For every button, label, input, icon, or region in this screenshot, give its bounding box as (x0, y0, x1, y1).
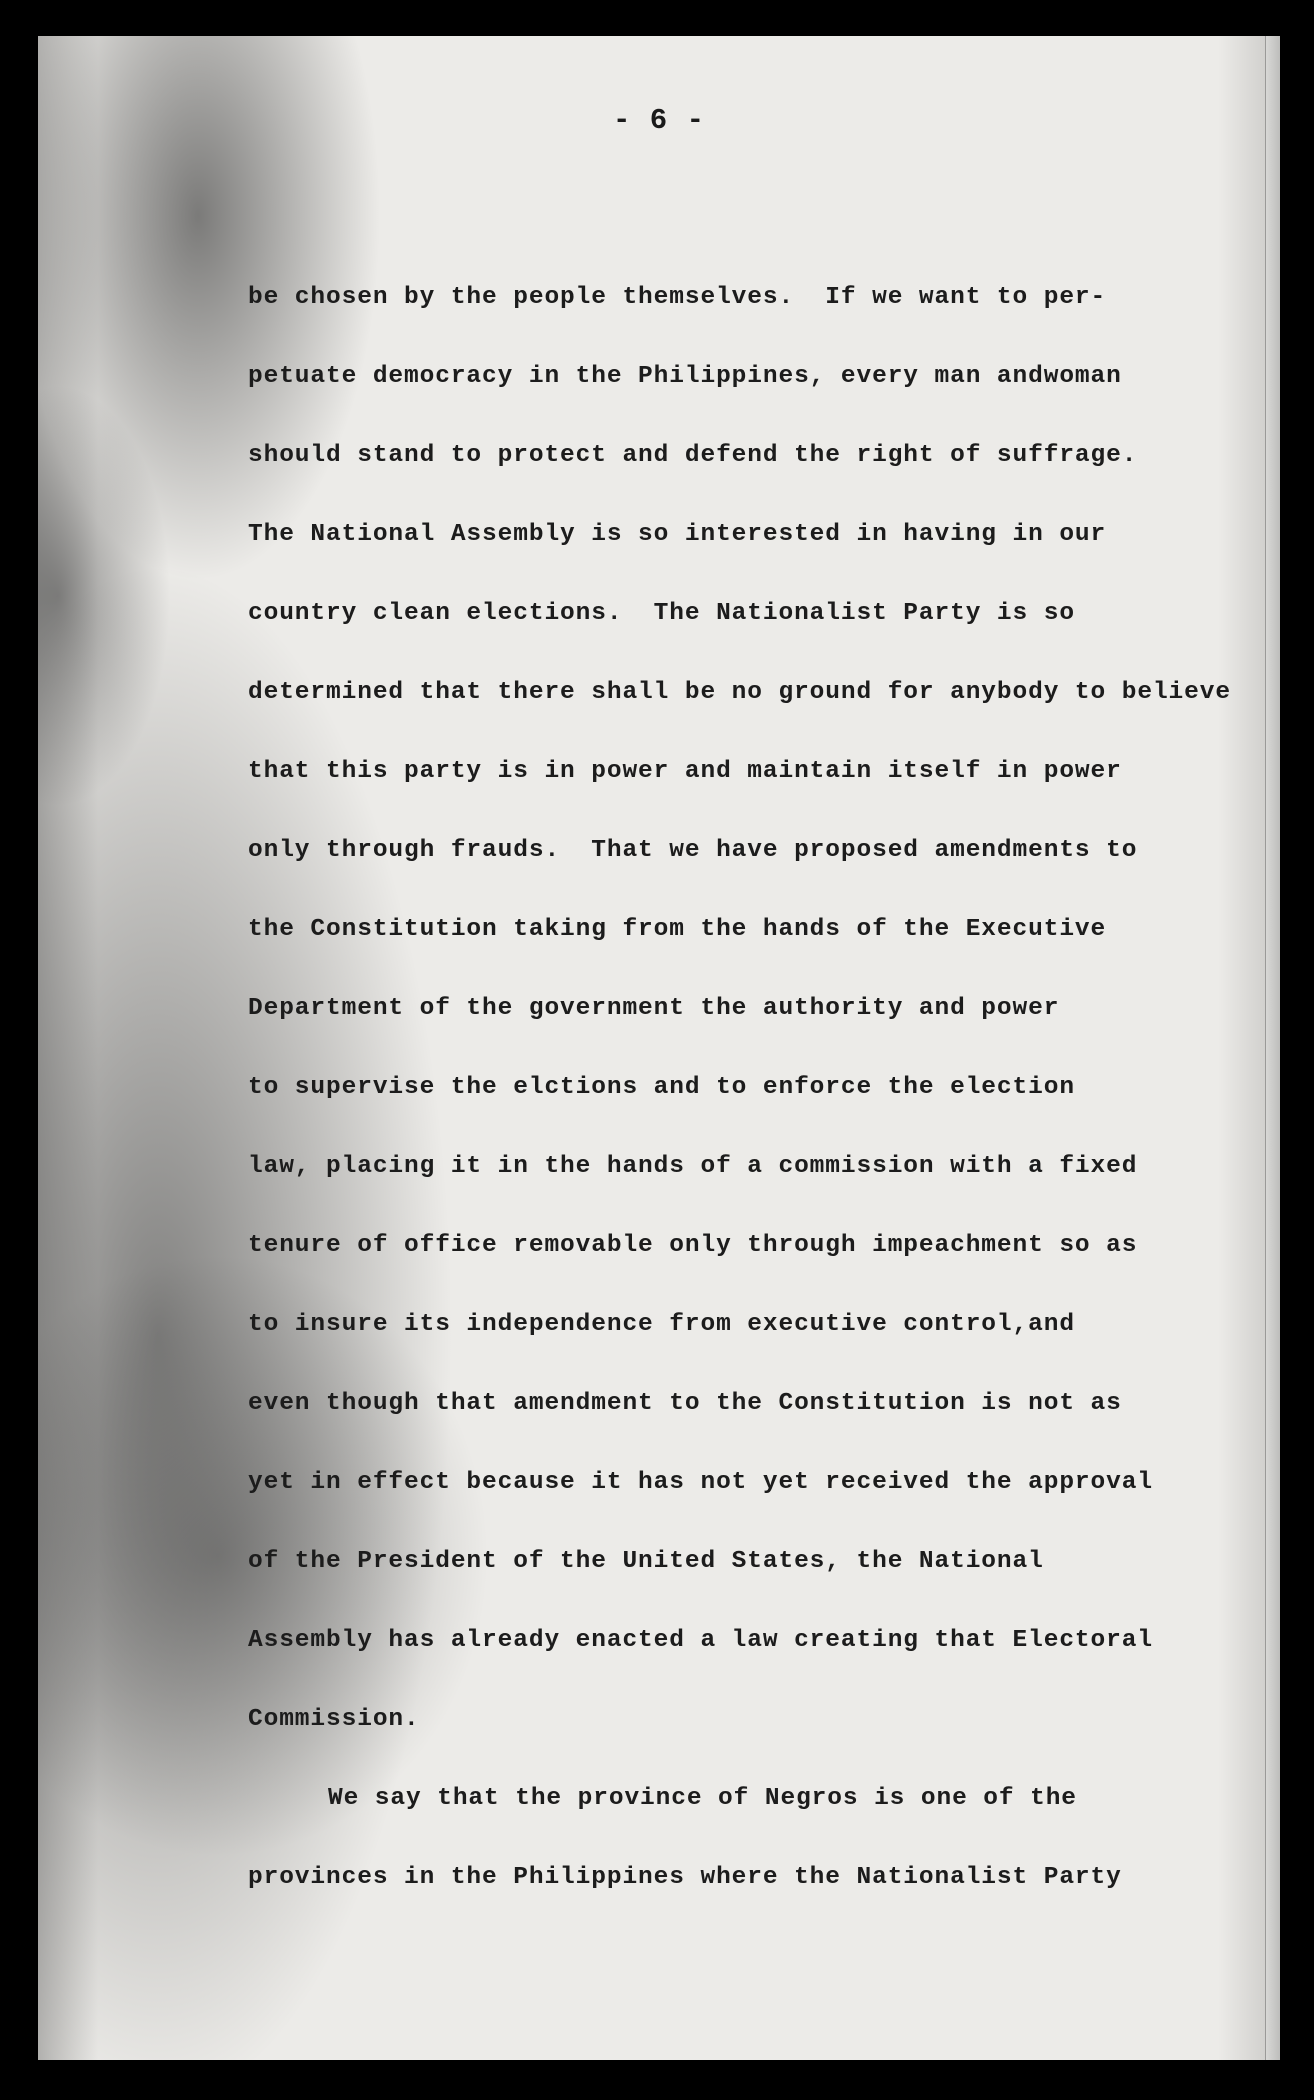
text-line: The National Assembly is so interested in having in our (248, 521, 1107, 548)
text-line: determined that there shall be no ground for anybody to believe (248, 679, 1231, 706)
text-line: even though that amendment to the Constitution is not as (248, 1390, 1122, 1417)
text-line: Assembly has already enacted a law creating that Electoral (248, 1627, 1153, 1654)
text-line: to supervise the elctions and to enforce the election (248, 1074, 1075, 1101)
text-line: that this party is in power and maintain itself in power (248, 758, 1122, 785)
body-text (248, 258, 1258, 1917)
text-line: We say that the province of Negros is one of the (328, 1785, 1077, 1812)
text-line: yet in effect because it has not yet received the approval (248, 1469, 1153, 1496)
text-line: Department of the government the authority and power (248, 995, 1060, 1022)
text-line: should stand to protect and defend the right of suffrage. (248, 442, 1138, 469)
text-line: the Constitution taking from the hands of the Executive (248, 916, 1107, 943)
page-number: - 6 - (612, 104, 705, 137)
document-page (38, 36, 1280, 2060)
text-line: be chosen by the people themselves. If we want to per- (248, 284, 1107, 311)
text-line: Commission. (248, 1706, 420, 1733)
text-line: country clean elections. The Nationalist Party is so (248, 600, 1075, 627)
text-line: of the President of the United States, the National (248, 1548, 1044, 1575)
text-line: petuate democracy in the Philippines, every man andwoman (248, 363, 1122, 390)
text-line: only through frauds. That we have proposed amendments to (248, 837, 1138, 864)
page-edge (1265, 36, 1280, 2060)
text-line: to insure its independence from executive control,and (248, 1311, 1075, 1338)
text-line: tenure of office removable only through impeachment so as (248, 1232, 1138, 1259)
text-line: law, placing it in the hands of a commission with a fixed (248, 1153, 1138, 1180)
text-line: provinces in the Philippines where the Nationalist Party (248, 1864, 1122, 1891)
